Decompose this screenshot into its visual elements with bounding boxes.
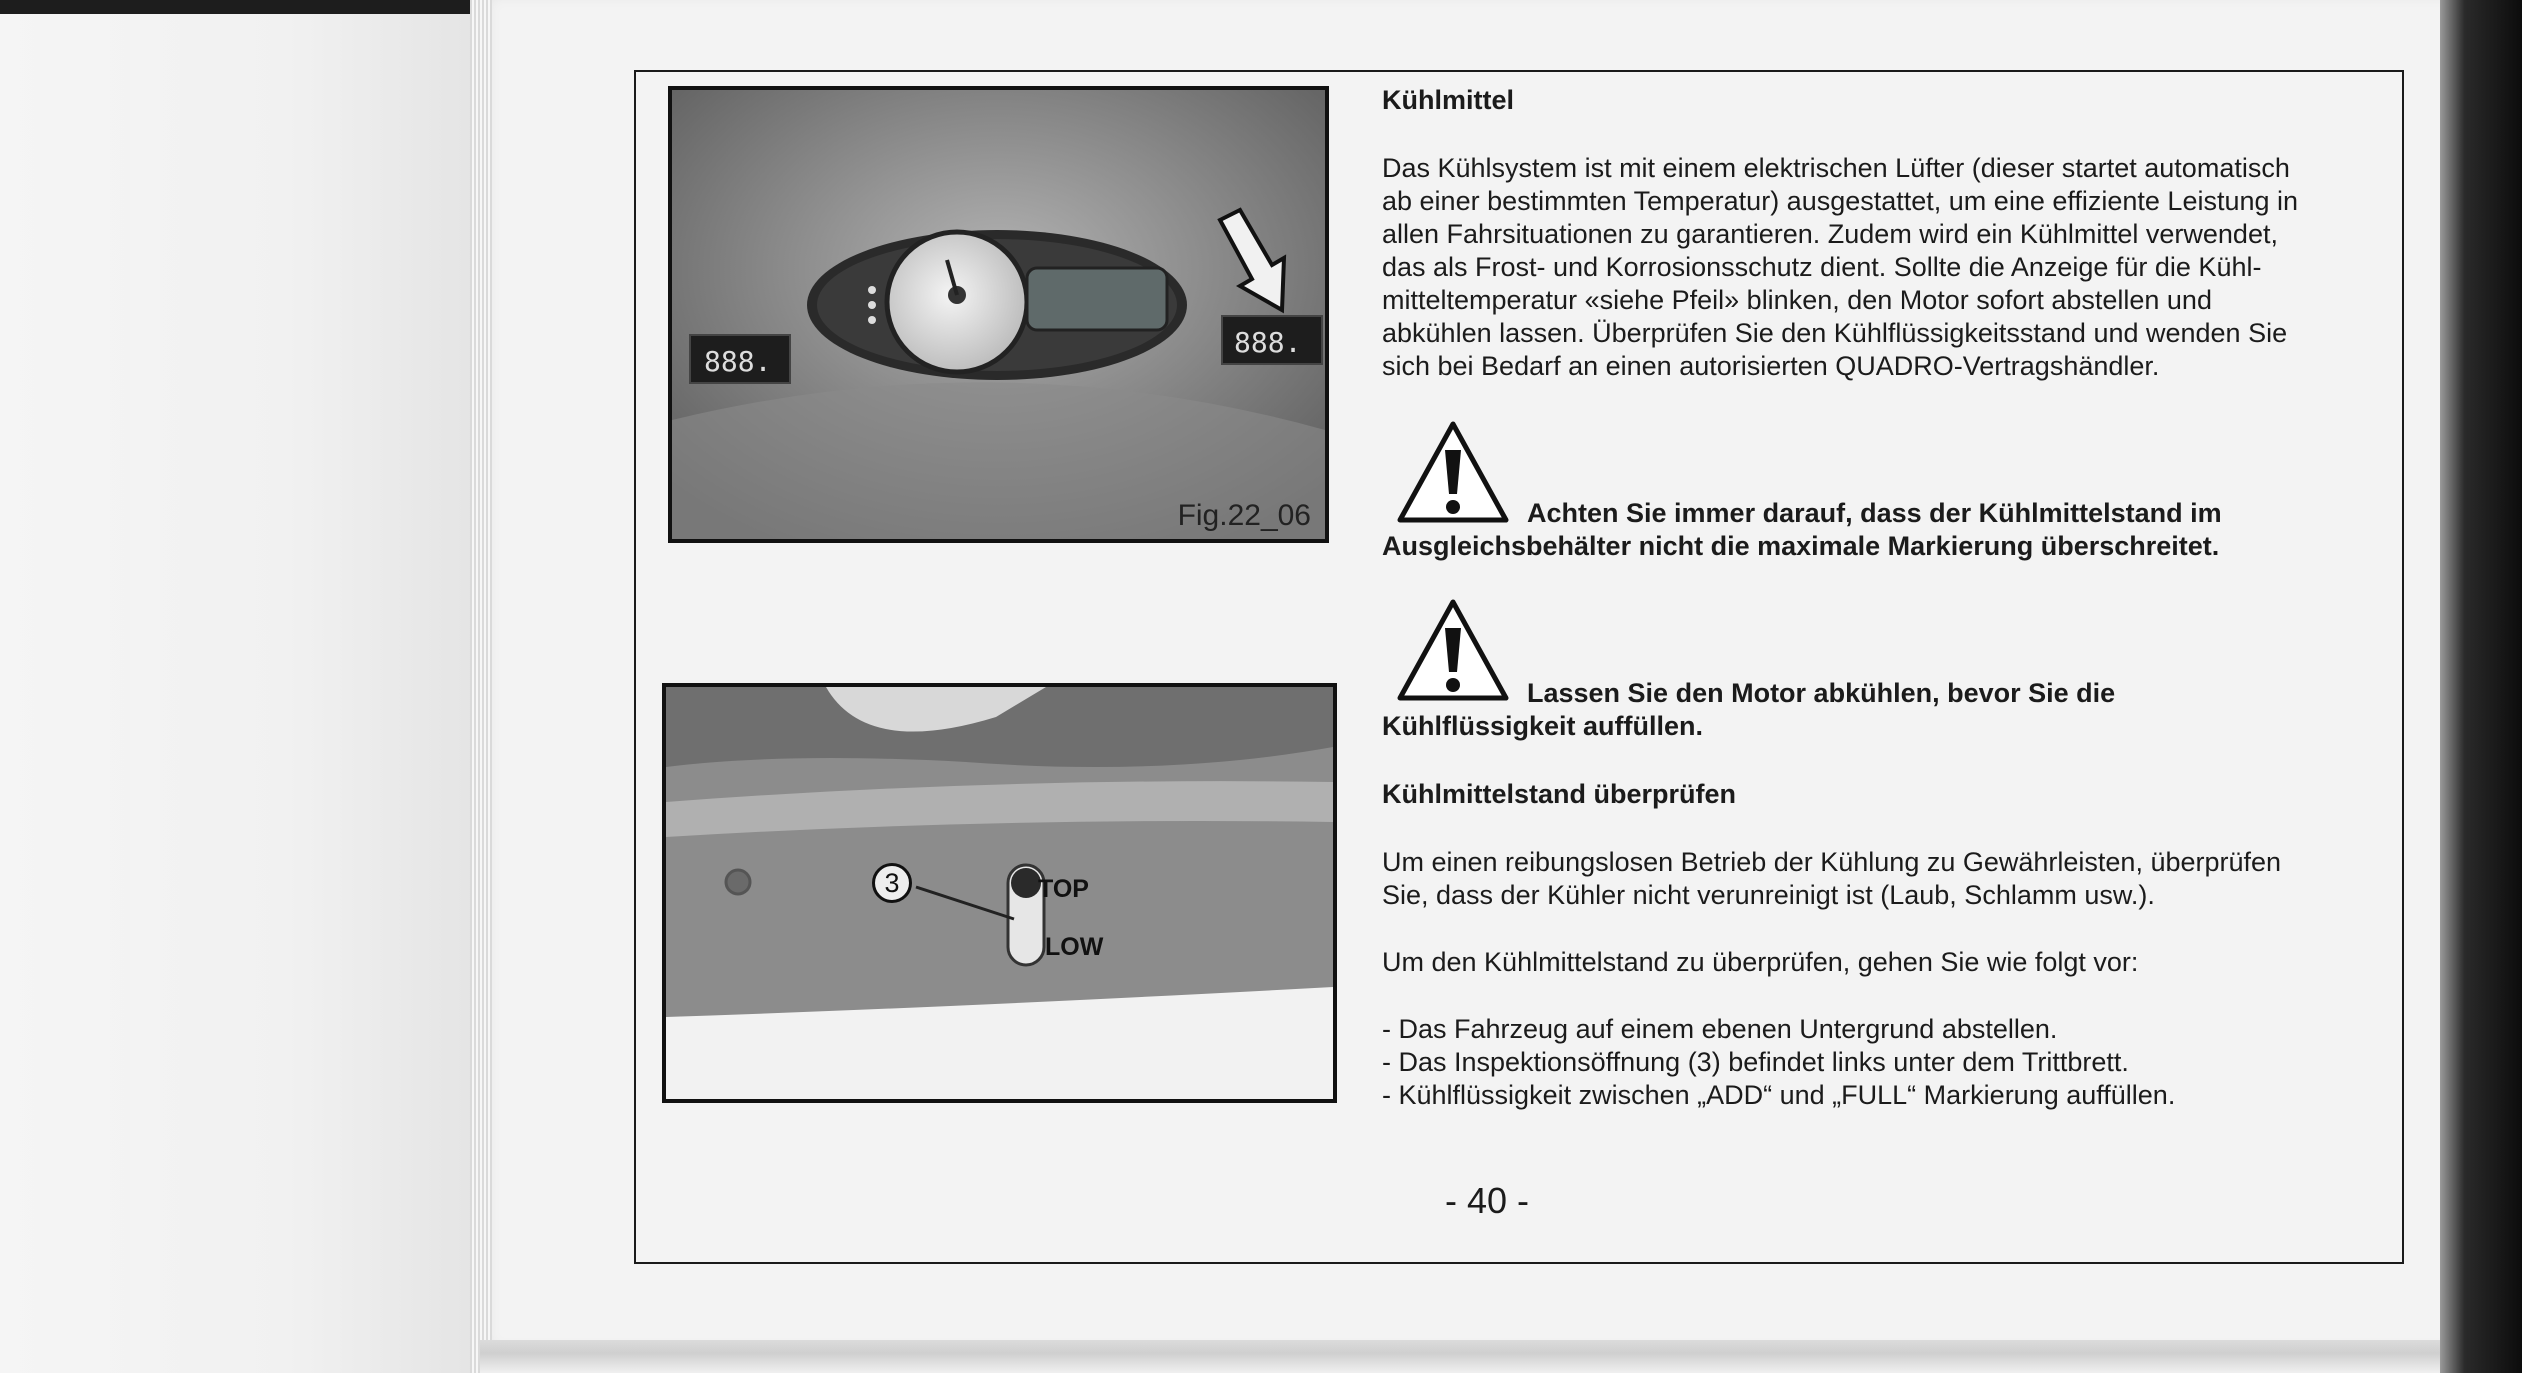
- steps-list: [1382, 1013, 2175, 1112]
- paragraph-line: das als Frost- und Korrosionsschutz dient. Sollte die Anzeige für die Kühl-: [1382, 252, 2262, 282]
- lcd-panel: [1027, 268, 1167, 330]
- figure-caption: Fig.22_06: [1177, 499, 1311, 532]
- top-mark-label: TOP: [1038, 875, 1089, 903]
- section-heading: Kühlmittelstand überprüfen: [1382, 779, 1737, 809]
- left-display-text: 888.: [704, 345, 772, 378]
- paragraph-line: abkühlen lassen. Überprüfen Sie den Kühlflüssigkeitsstand und wenden Sie: [1382, 318, 2288, 348]
- paragraph-line: Sie, dass der Kühler nicht verunreinigt ist (Laub, Schlamm usw.).: [1382, 880, 2155, 910]
- list-item: - Das Fahrzeug auf einem ebenen Untergrund abstellen.: [1382, 1014, 2058, 1044]
- paragraph-line: Um einen reibungslosen Betrieb der Kühlung zu Gewährleisten, überprüfen: [1382, 847, 2282, 877]
- page-bottom-edge: [480, 1340, 2445, 1373]
- warning-text: [1382, 497, 2222, 563]
- paragraph-line: Das Kühlsystem ist mit einem elektrischen Lüfter (dieser startet automatisch: [1382, 153, 2290, 183]
- paragraph-line: sich bei Bedarf an einen autorisierten QUADRO-Vertragshändler.: [1382, 351, 2160, 381]
- scooter-panel-illustration: [666, 687, 1333, 1099]
- warning-line: Ausgleichsbehälter nicht die maximale Markierung überschreitet.: [1382, 531, 2220, 561]
- callout-number: 3: [872, 863, 912, 903]
- list-item: - Kühlflüssigkeit zwischen „ADD“ und „FULL“ Markierung auffüllen.: [1382, 1080, 2176, 1110]
- dashboard-illustration: [672, 90, 1325, 539]
- scanner-background-left: [0, 0, 480, 1373]
- warning-line: Lassen Sie den Motor abkühlen, bevor Sie die: [1527, 678, 2116, 708]
- paragraph-line: ab einer bestimmten Temperatur) ausgestattet, um eine effiziente Leistung in: [1382, 186, 2299, 216]
- scanner-edge-top: [0, 0, 480, 14]
- paragraph-line: mitteltemperatur «siehe Pfeil» blinken, den Motor sofort abstellen und: [1382, 285, 2212, 315]
- coolant-display-text: 888.: [1234, 326, 1302, 359]
- page-number: - 40 -: [1445, 1180, 1530, 1221]
- figure-dashboard: [668, 86, 1329, 543]
- warning-text: [1382, 677, 2115, 743]
- check-paragraph: [1382, 846, 2281, 912]
- warning-line: Kühlflüssigkeit auffüllen.: [1382, 711, 1704, 741]
- paragraph-line: allen Fahrsituationen zu garantieren. Zudem wird ein Kühlmittel verwendet,: [1382, 219, 2278, 249]
- coolant-paragraph: [1382, 152, 2298, 383]
- figure-inspection-opening: [662, 683, 1337, 1103]
- page-stack-edge: [470, 0, 492, 1373]
- check-intro: Um den Kühlmittelstand zu überprüfen, gehen Sie wie folgt vor:: [1382, 947, 2139, 977]
- warning-line: Achten Sie immer darauf, dass der Kühlmittelstand im: [1527, 498, 2222, 528]
- section-heading: Kühlmittel: [1382, 85, 1514, 115]
- scanner-background-right: [2440, 0, 2522, 1373]
- low-mark-label: LOW: [1045, 933, 1104, 961]
- list-item: - Das Inspektionsöffnung (3) befindet links unter dem Trittbrett.: [1382, 1047, 2129, 1077]
